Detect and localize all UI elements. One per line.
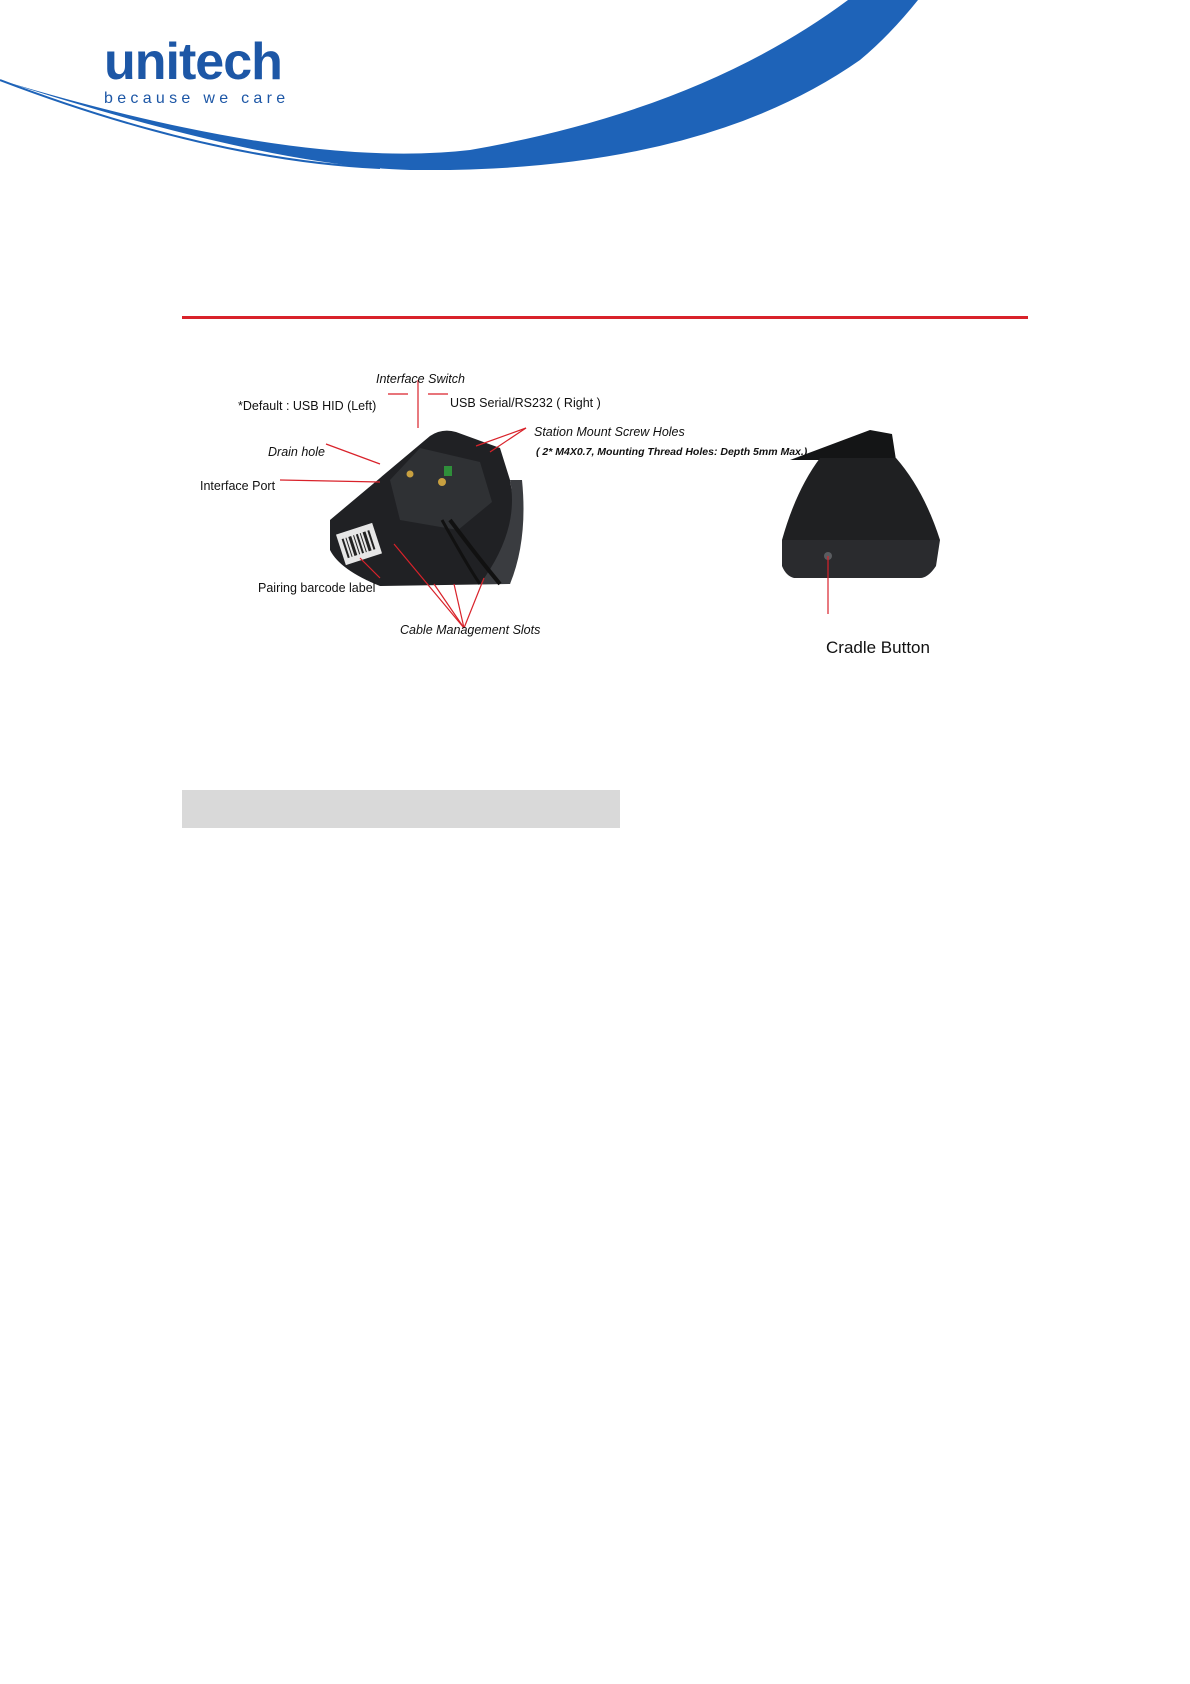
- logo-wordmark: unitech: [104, 33, 282, 91]
- label-default-usb-hid: *Default : USB HID (Left): [238, 399, 377, 413]
- label-pairing-barcode: Pairing barcode label: [258, 581, 376, 595]
- label-drain-hole: Drain hole: [268, 445, 325, 459]
- logo-tagline: because we care: [104, 90, 290, 107]
- label-interface-port: Interface Port: [200, 479, 276, 493]
- label-station-mount: Station Mount Screw Holes: [534, 425, 685, 439]
- label-usb-serial: USB Serial/RS232 ( Right ): [450, 396, 601, 410]
- brand-logo: [104, 34, 304, 108]
- cradle-bottom-photo: [330, 431, 524, 586]
- label-cable-slots: Cable Management Slots: [400, 623, 541, 637]
- section-heading-bar: [182, 790, 620, 828]
- label-mount-spec: ( 2* M4X0.7, Mounting Thread Holes: Depth 5mm Max.): [536, 446, 808, 458]
- cradle-diagram: [180, 370, 1020, 670]
- label-cradle-button: Cradle Button: [826, 638, 930, 657]
- section-divider: [182, 316, 1028, 319]
- cradle-illustration: [180, 370, 1020, 670]
- label-interface-switch: Interface Switch: [376, 372, 465, 386]
